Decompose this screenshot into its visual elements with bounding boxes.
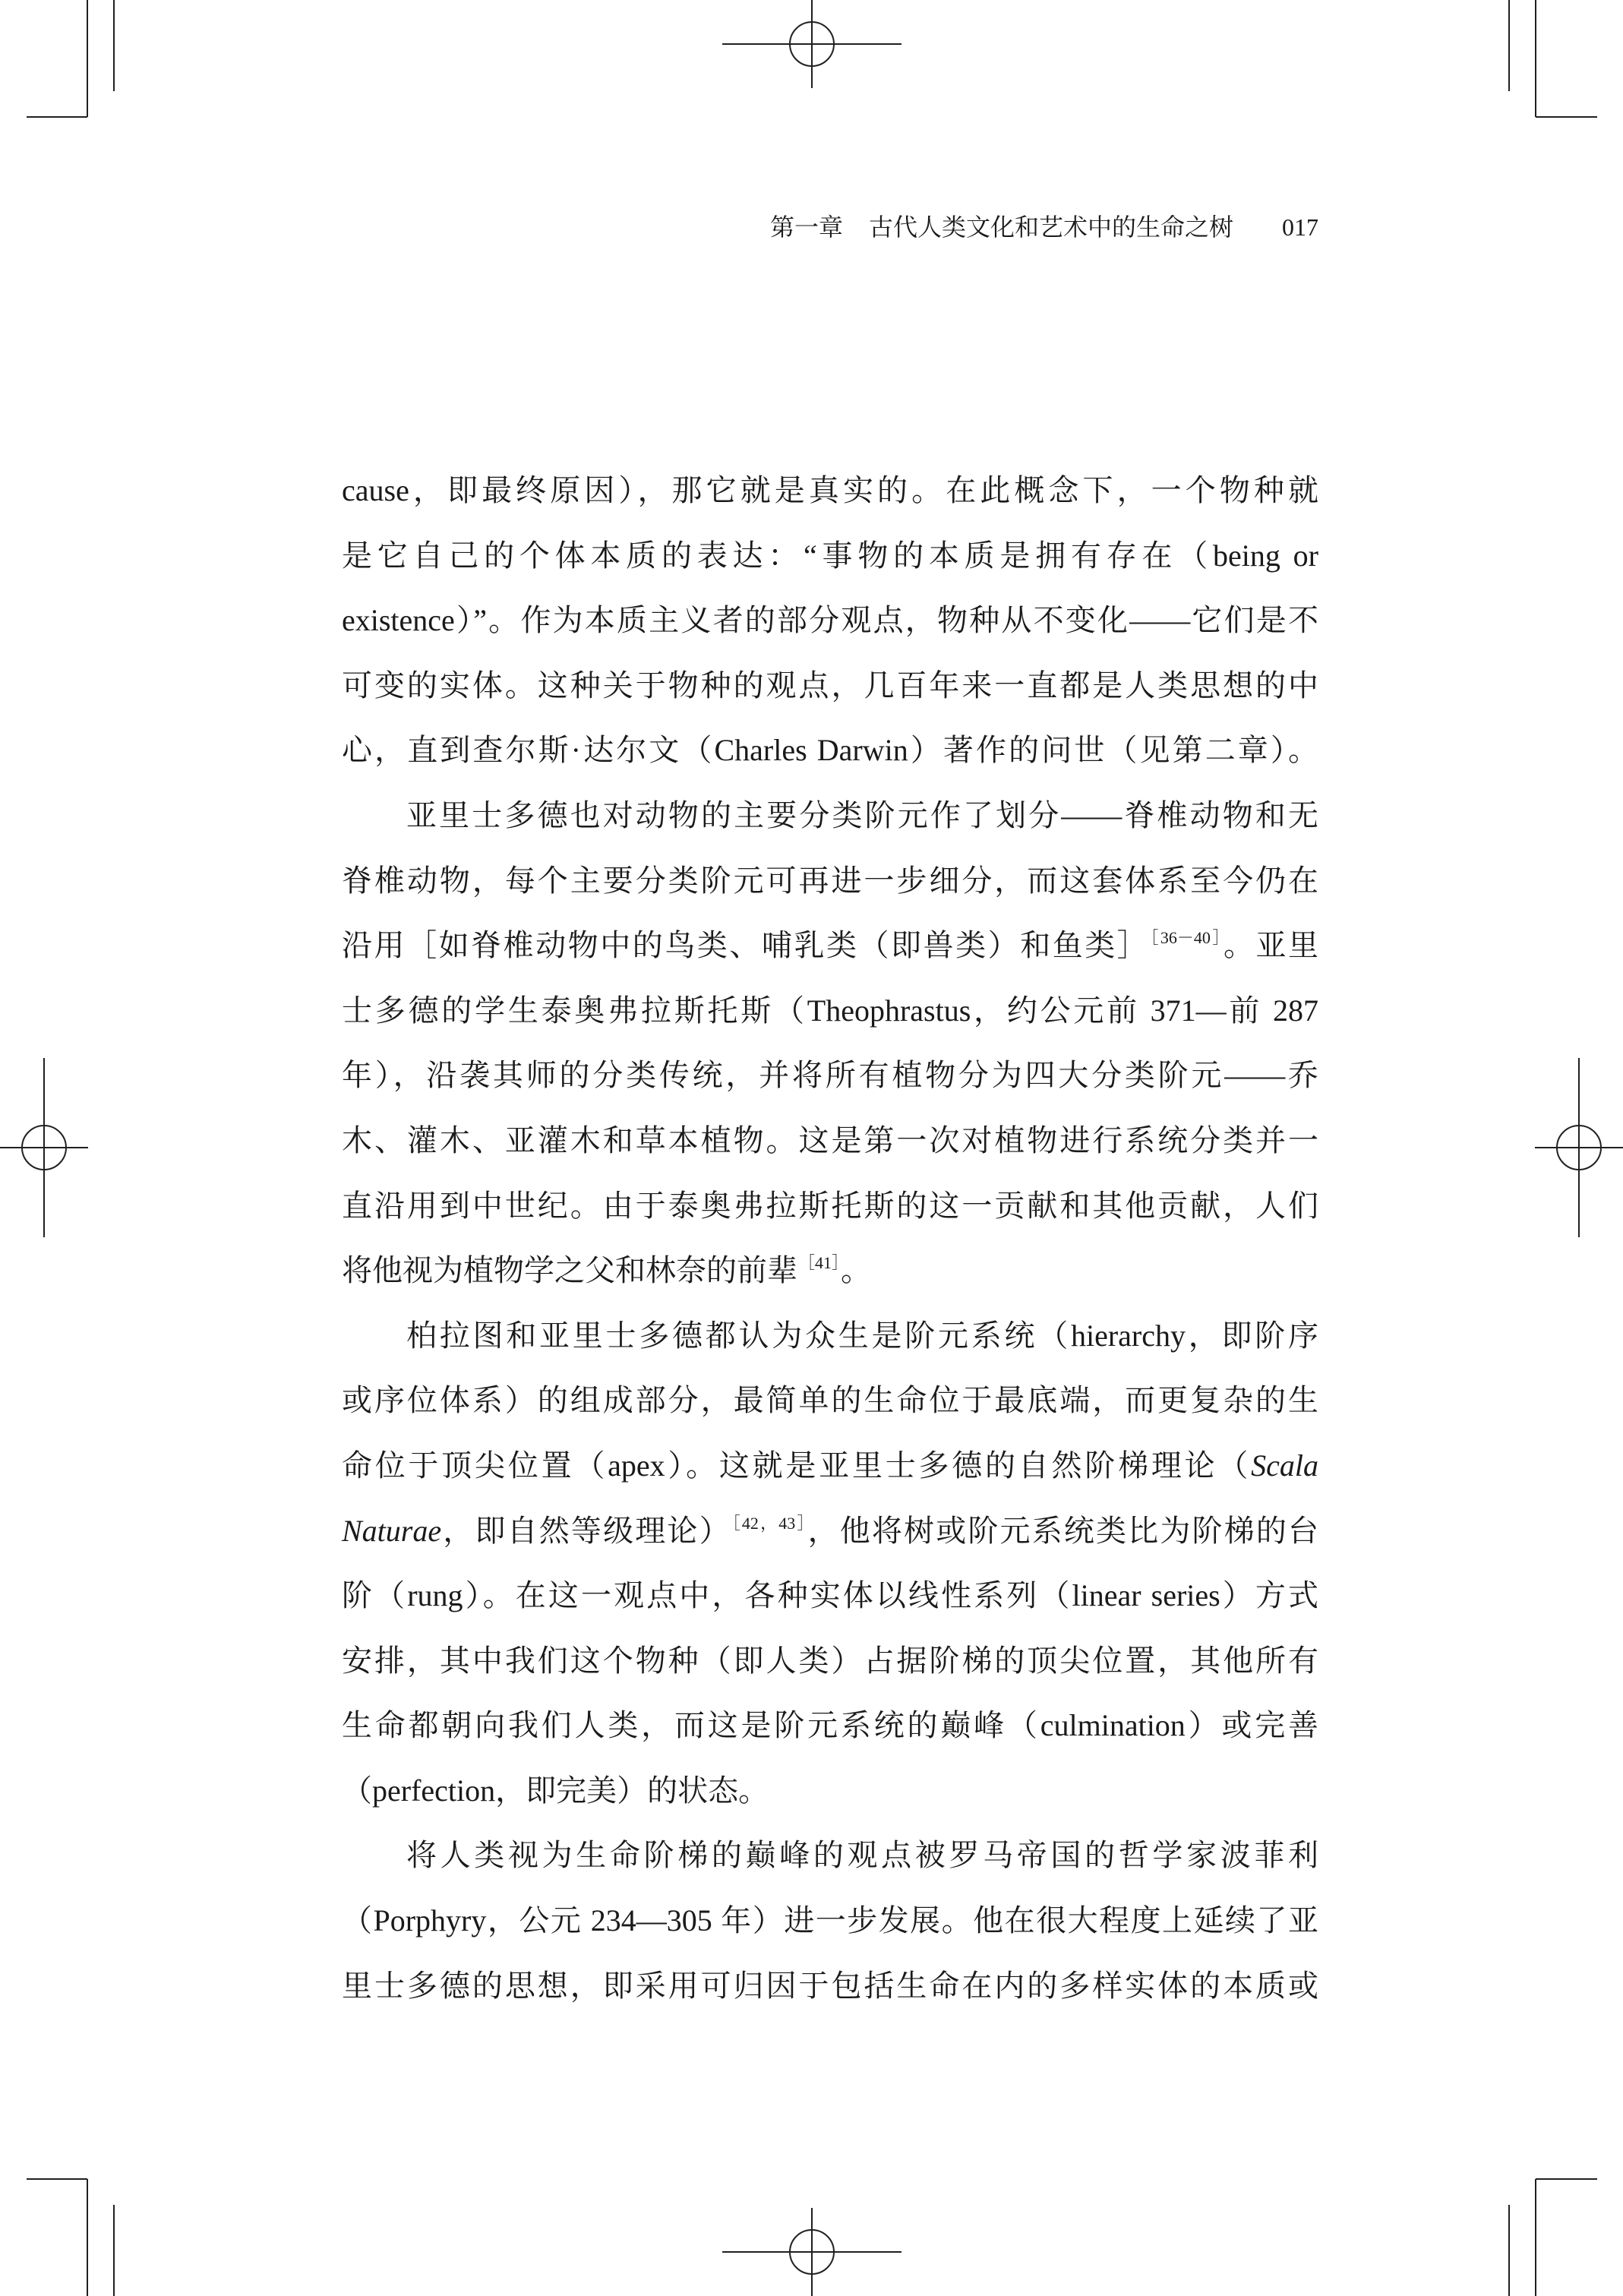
text-segment: 。 [841, 1253, 872, 1288]
text-segment: 沿用［如脊椎动物中的鸟类、哺乳类（即兽类）和鱼类］ [342, 928, 1150, 963]
text-line: 是它自己的个体本质的表达：“事物的本质是拥有存在（being or [342, 538, 1318, 573]
text-line: 生命都朝向我们人类，而这是阶元系统的巅峰（culmination）或完善 [342, 1708, 1318, 1743]
text-line: 将人类视为生命阶梯的巅峰的观点被罗马帝国的哲学家波菲利 [406, 1838, 1318, 1873]
text-line: 亚里士多德也对动物的主要分类阶元作了划分——脊椎动物和无 [406, 797, 1318, 832]
text-line: 安排，其中我们这个物种（即人类）占据阶梯的顶尖位置，其他所有 [342, 1643, 1318, 1678]
text-line: 直沿用到中世纪。由于泰奥弗拉斯托斯的这一贡献和其他贡献，人们 [342, 1188, 1318, 1223]
text-segment: ，他将树或阶元系统类比为阶梯的台 [807, 1513, 1318, 1548]
text-line: 阶（rung）。在这一观点中，各种实体以线性系列（linear series）方式 [342, 1578, 1318, 1613]
crop-mark-top-right [1509, 0, 1597, 117]
italic-term: Scala [1251, 1448, 1318, 1483]
text-line: 士多德的学生泰奥弗拉斯托斯（Theophrastus，约公元前 371—前 287 [342, 993, 1318, 1028]
running-header [684, 210, 1318, 245]
text-line: 里士多德的思想，即采用可归因于包括生命在内的多样实体的本质或 [342, 1968, 1318, 2003]
text-segment: 命位于顶尖位置（apex）。这就是亚里士多德的自然阶梯理论（ [342, 1448, 1252, 1483]
text-segment: 将他视为植物学之父和林奈的前辈 [342, 1253, 797, 1288]
citation-ref: ［36－40］ [1150, 928, 1223, 948]
text-line [342, 1499, 1318, 1564]
text-line: 可变的实体。这种关于物种的观点，几百年来一直都是人类思想的中 [342, 668, 1318, 703]
text-line: 年），沿袭其师的分类传统，并将所有植物分为四大分类阶元——乔 [342, 1058, 1318, 1093]
text-line: 柏拉图和亚里士多德都认为众生是阶元系统（hierarchy，即阶序 [406, 1318, 1318, 1353]
page-number: 017 [1282, 213, 1318, 241]
chapter-title: 古代人类文化和艺术中的生命之树 [868, 213, 1233, 241]
text-segment: 。亚里 [1223, 928, 1319, 963]
chapter-number: 第一章 [769, 213, 843, 241]
registration-mark-bottom [722, 2208, 901, 2296]
paragraph [342, 458, 1318, 783]
text-line: （Porphyry，公元 234—305 年）进一步发展。他在很大程度上延续了亚 [342, 1903, 1318, 1938]
paragraph [342, 783, 1318, 1303]
registration-mark-left [0, 1058, 88, 1237]
crop-mark-bottom-left [27, 2179, 114, 2296]
paragraph [342, 1303, 1318, 1824]
text-line: 脊椎动物，每个主要分类阶元可再进一步细分，而这套体系至今仍在 [342, 863, 1318, 898]
text-line: 心，直到查尔斯·达尔文（Charles Darwin）著作的问世（见第二章）。 [342, 733, 1318, 768]
text-line: cause，即最终原因），那它就是真实的。在此概念下，一个物种就 [342, 473, 1318, 507]
citation-ref: ［41］ [798, 1253, 841, 1273]
text-line: （perfection，即完美）的状态。 [342, 1773, 769, 1808]
italic-term: Naturae [342, 1513, 442, 1548]
text-line [342, 1238, 1318, 1303]
citation-ref: ［42，43］ [731, 1513, 807, 1533]
registration-mark-top [722, 0, 901, 88]
crop-mark-bottom-right [1509, 2179, 1597, 2296]
text-line [342, 1433, 1318, 1499]
body-text [342, 458, 1318, 2018]
text-line: existence）”。作为本质主义者的部分观点，物种从不变化——它们是不 [342, 603, 1318, 638]
text-segment: ，即自然等级理论） [441, 1513, 731, 1548]
crop-mark-top-left [27, 0, 114, 117]
registration-mark-right [1535, 1058, 1623, 1237]
text-line: 木、灌木、亚灌木和草本植物。这是第一次对植物进行系统分类并一 [342, 1123, 1318, 1157]
text-line [342, 913, 1318, 978]
paragraph [342, 1823, 1318, 2018]
text-line: 或序位体系）的组成部分，最简单的生命位于最底端，而更复杂的生 [342, 1383, 1318, 1418]
